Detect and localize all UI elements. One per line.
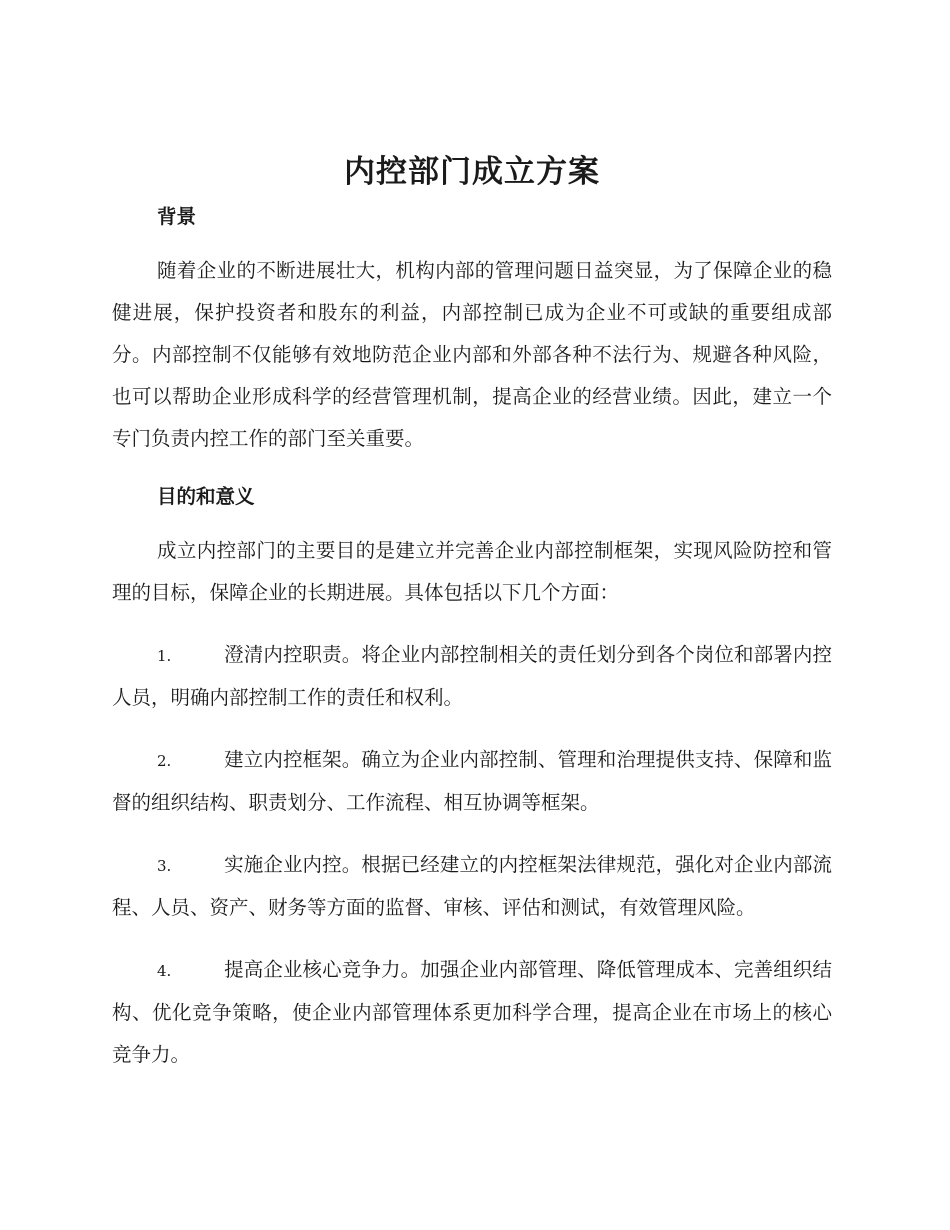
spacer bbox=[112, 614, 832, 634]
list-number: 2. bbox=[157, 752, 172, 770]
list-text: 提高企业核心竞争力。加强企业内部管理、降低管理成本、完善组织结构、优化竞争策略，使企业内部管理体系更加科学合理，提高企业在市场上的核心竞争力。 bbox=[112, 958, 832, 1066]
purpose-paragraph: 成立内控部门的主要目的是建立并完善企业内部控制框架，实现风险防控和管理的目标，保障企业的长期进展。具体包括以下几个方面： bbox=[112, 539, 832, 604]
spacer bbox=[112, 719, 832, 739]
list-item bbox=[112, 949, 832, 1076]
section-heading-background: 背景 bbox=[157, 205, 197, 228]
list-item bbox=[112, 844, 832, 929]
spacer bbox=[112, 460, 832, 480]
list-number: 3. bbox=[157, 857, 172, 875]
document-page bbox=[112, 150, 832, 1076]
list-item bbox=[112, 739, 832, 824]
list-number: 4. bbox=[157, 962, 172, 980]
spacer bbox=[112, 234, 832, 250]
list-text: 建立内控框架。确立为企业内部控制、管理和治理提供支持、保障和监督的组织结构、职责划分、工作流程、相互协调等框架。 bbox=[112, 748, 832, 814]
document-title: 内控部门成立方案 bbox=[344, 154, 600, 190]
spacer bbox=[112, 824, 832, 844]
spacer bbox=[112, 514, 832, 530]
list-text: 澄清内控职责。将企业内部控制相关的责任划分到各个岗位和部署内控人员，明确内部控制工作的责任和权利。 bbox=[112, 643, 832, 709]
section-heading-purpose: 目的和意义 bbox=[157, 485, 255, 508]
spacer bbox=[112, 929, 832, 949]
list-text: 实施企业内控。根据已经建立的内控框架法律规范，强化对企业内部流程、人员、资产、财务等方面的监督、审核、评估和测试，有效管理风险。 bbox=[112, 853, 832, 919]
background-paragraph: 随着企业的不断进展壮大，机构内部的管理问题日益突显，为了保障企业的稳健进展，保护投资者和股东的利益，内部控制已成为企业不可或缺的重要组成部分。内部控制不仅能够有效地防范企业内部和外部各种不法行为、规避各种风险，也可以帮助企业形成科学的经营管理机制，提高企业的经营业绩。因此，建立一个专门负责内控工作的部门至关重要。 bbox=[112, 259, 832, 450]
list-item bbox=[112, 634, 832, 719]
list-number: 1. bbox=[157, 647, 172, 665]
